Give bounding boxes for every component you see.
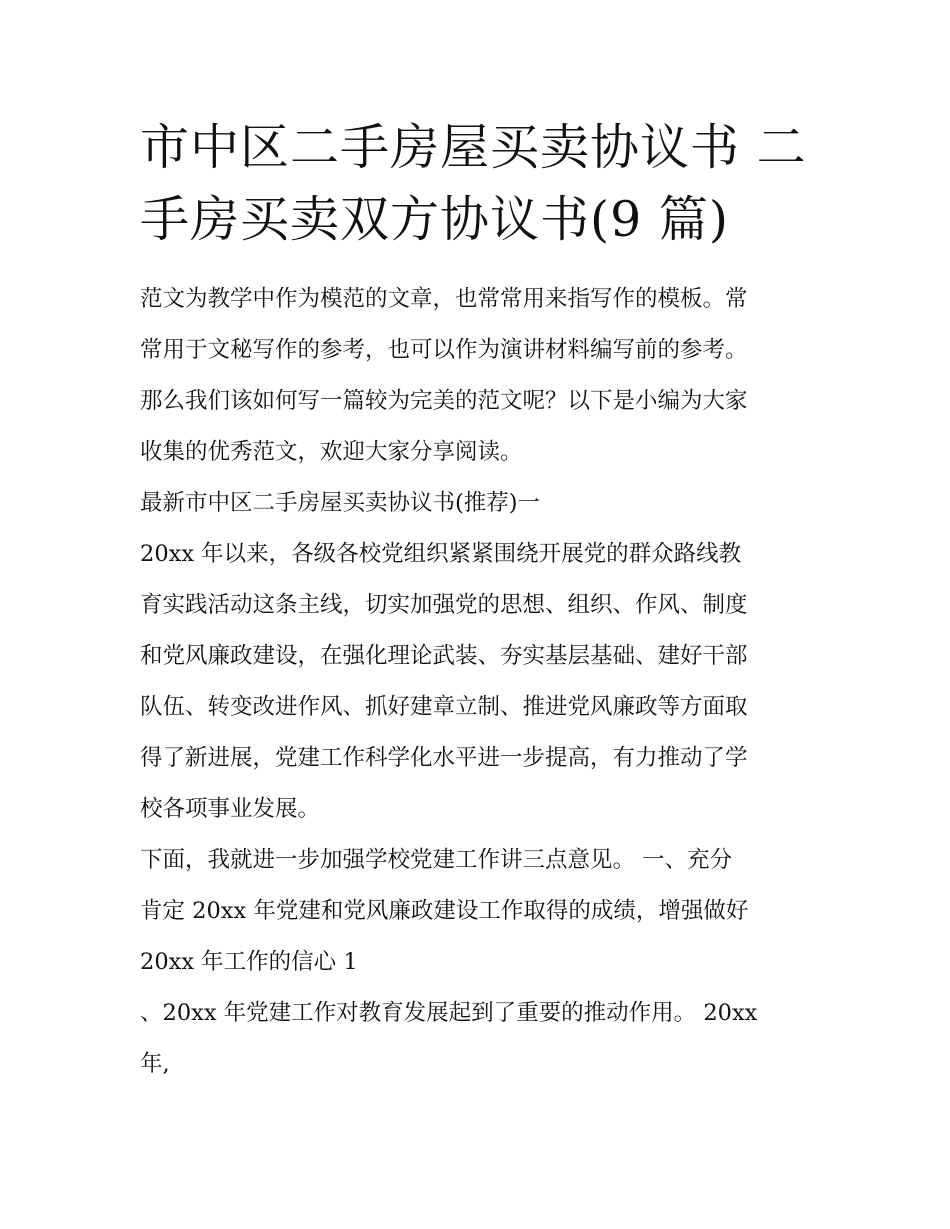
text-line: 肯定 20xx 年党建和党风廉政建设工作取得的成绩，增强做好	[140, 898, 749, 924]
text-line: 常用于文秘写作的参考，也可以作为演讲材料编写前的参考。	[140, 337, 748, 363]
text-line: 校各项事业发展。	[140, 796, 321, 822]
text-line: 队伍、转变改进作风、抓好建章立制、推进党风廉政等方面取	[140, 694, 748, 720]
text-line: 范文为教学中作为模范的文章，也常常用来指写作的模板。常	[140, 286, 748, 312]
document-content	[140, 112, 812, 1090]
text-line: 育实践活动这条主线，切实加强党的思想、组织、作风、制度	[140, 592, 748, 618]
text-line: 收集的优秀范文，欢迎大家分享阅读。	[140, 439, 523, 465]
text-line: 那么我们该如何写一篇较为完美的范文呢？以下是小编为大家	[140, 388, 748, 414]
text-line: 、20xx 年党建工作对教育发展起到了重要的推动作用。 20xx	[140, 1000, 758, 1026]
text-line: 下面，我就进一步加强学校党建工作讲三点意见。 一、充分	[140, 847, 733, 873]
title-line: 手房买卖双方协议书(9 篇)	[140, 191, 729, 248]
document-title	[140, 112, 812, 256]
text-line: 年,	[140, 1051, 170, 1077]
section-heading: 最新市中区二手房屋买卖协议书(推荐)一	[140, 490, 541, 516]
title-line: 市中区二手房屋买卖协议书 二	[140, 119, 807, 176]
text-line: 得了新进展，党建工作科学化水平进一步提高，有力推动了学	[140, 745, 748, 771]
document-body	[140, 274, 812, 1090]
text-line: 20xx 年工作的信心 1	[140, 949, 358, 975]
text-line: 和党风廉政建设，在强化理论武装、夯实基层基础、建好干部	[140, 643, 748, 669]
text-line: 20xx 年以来，各级各校党组织紧紧围绕开展党的群众路线教	[140, 541, 742, 567]
